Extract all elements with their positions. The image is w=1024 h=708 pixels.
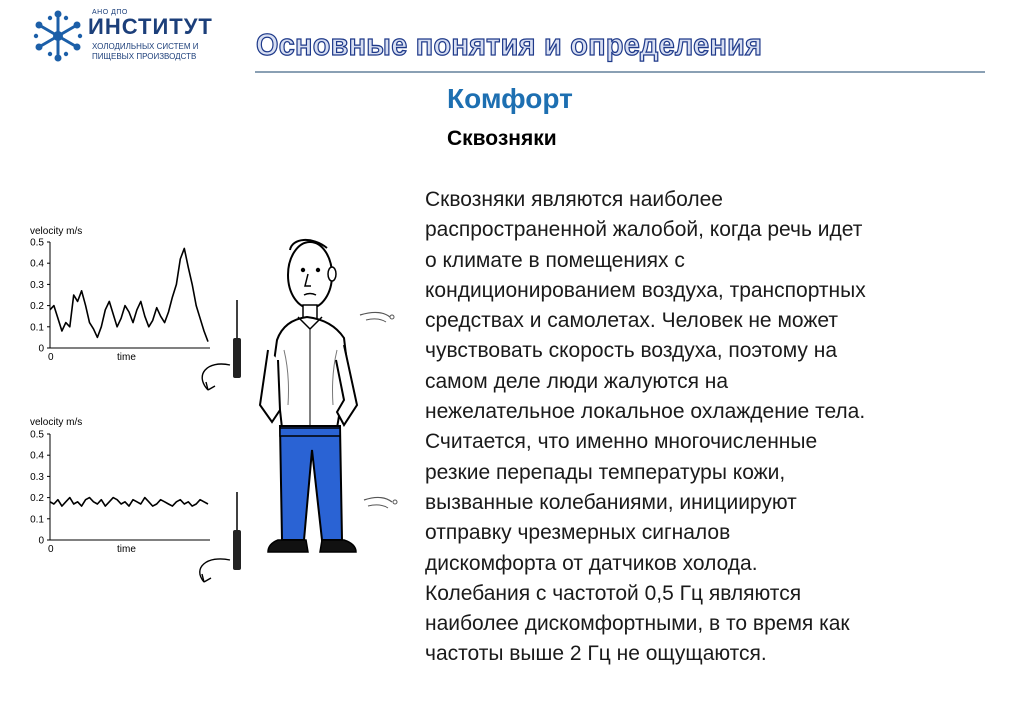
- chart-bottom-xlabel: time: [117, 544, 136, 555]
- body-line: частоты выше 2 Гц не ощущаются.: [425, 642, 767, 666]
- body-line: кондиционированием воздуха, транспортных: [425, 278, 866, 302]
- draft-swirl-lower: [364, 497, 397, 508]
- body-line: Сквозняки являются наиболее: [425, 188, 723, 211]
- y-tick-label: 0.1: [30, 514, 44, 526]
- body-line: дискомфорта от датчиков холода.: [425, 551, 758, 575]
- draft-illustration: [22, 200, 422, 600]
- header-divider: [255, 71, 985, 73]
- logo-line-1: ХОЛОДИЛЬНЫХ СИСТЕМ И: [92, 42, 199, 51]
- body-line: чувствовать скорость воздуха, поэтому на: [425, 339, 838, 363]
- sensor-probe-bottom: [200, 492, 241, 582]
- velocity-series-line: [50, 248, 208, 341]
- y-tick-label: 0: [38, 535, 44, 547]
- man-left-shoe: [268, 540, 308, 552]
- institute-logo: [30, 8, 230, 66]
- section-subtitle: Сквозняки: [447, 127, 557, 150]
- body-line: вызванные колебаниями, инициируют: [425, 490, 797, 514]
- y-tick-label: 0.3: [30, 471, 44, 483]
- sensor-probe-top: [202, 300, 241, 390]
- logo-name: ИНСТИТУТ: [88, 14, 213, 39]
- velocity-series-line: [50, 498, 208, 507]
- y-tick-label: 0.5: [30, 429, 44, 441]
- man-trousers: [280, 426, 342, 540]
- chart-top-xtick: 0: [48, 352, 54, 363]
- chart-bottom-ylabel: velocity m/s: [30, 417, 83, 428]
- y-tick-label: 0.3: [30, 279, 44, 291]
- y-tick-label: 0.1: [30, 322, 44, 334]
- body-line: о климате в помещениях с: [425, 248, 685, 272]
- velocity-chart-bottom: [30, 417, 210, 555]
- body-line: Считается, что именно многочисленные: [425, 430, 818, 454]
- y-tick-label: 0.4: [30, 258, 44, 270]
- body-line: распространенной жалобой, когда речь идет: [425, 218, 863, 242]
- man-figure: [260, 240, 357, 552]
- draft-swirl-upper: [360, 312, 394, 322]
- velocity-chart-top: [30, 226, 210, 363]
- y-tick-label: 0: [38, 343, 44, 355]
- y-tick-label: 0.5: [30, 237, 44, 249]
- chart-top-xlabel: time: [117, 352, 136, 363]
- slide-header-title: Основные понятия и определения: [256, 27, 763, 62]
- illustration-svg: [22, 200, 422, 600]
- body-line: Колебания с частотой 0,5 Гц являются: [425, 581, 802, 605]
- man-head: [288, 242, 332, 308]
- snowflake-icon: [30, 8, 86, 64]
- body-line: самом деле люди жалуются на: [425, 369, 729, 393]
- man-right-shoe: [320, 540, 356, 552]
- y-tick-label: 0.4: [30, 450, 44, 462]
- logo-line-2: ПИЩЕВЫХ ПРОИЗВОДСТВ: [92, 52, 197, 61]
- y-tick-label: 0.2: [30, 493, 44, 505]
- section-title: Комфорт: [447, 83, 573, 114]
- logo-prefix: АНО ДПО: [92, 9, 128, 16]
- chart-top-ylabel: velocity m/s: [30, 226, 83, 237]
- body-line: резкие перепады температуры кожи,: [425, 460, 786, 484]
- body-line: средствах и самолетах. Человек не может: [425, 309, 838, 333]
- y-tick-label: 0.2: [30, 301, 44, 313]
- body-line: наиболее дискомфортными, в то время как: [425, 612, 850, 636]
- chart-bottom-xtick: 0: [48, 544, 54, 555]
- body-line: отправку чрезмерных сигналов: [425, 521, 731, 545]
- body-paragraph: [425, 185, 1000, 670]
- body-line: нежелательное локальное охлаждение тела.: [425, 400, 866, 424]
